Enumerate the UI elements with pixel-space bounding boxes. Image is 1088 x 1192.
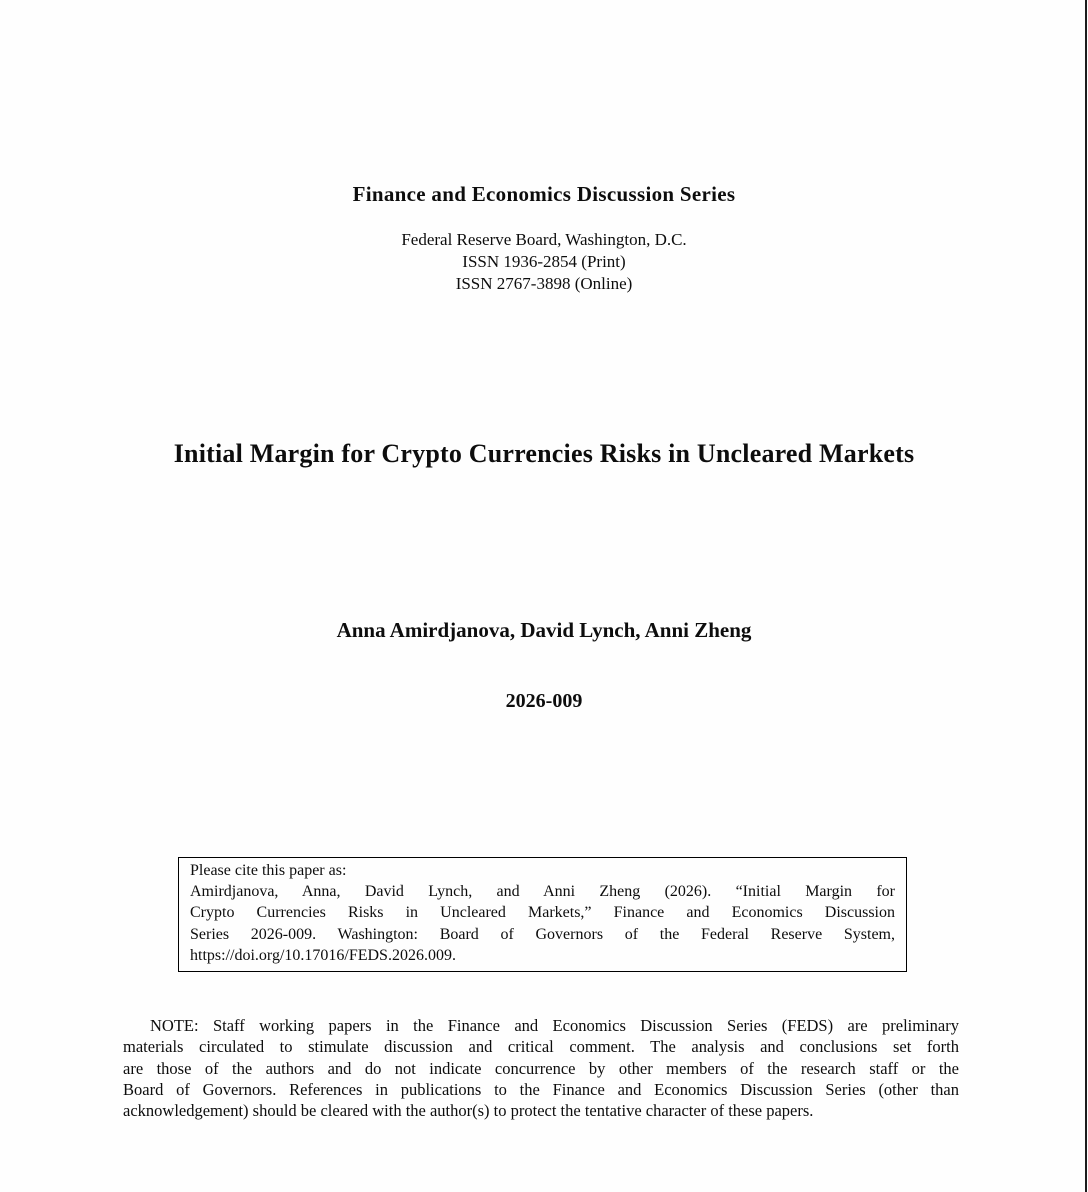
note-line: are those of the authors and do not indicate concurrence by other members of the research staff or the (123, 1058, 959, 1078)
note-line: acknowledgement) should be cleared with the author(s) to protect the tentative character of these papers. (123, 1101, 814, 1121)
series-title: Finance and Economics Discussion Series (352, 182, 736, 206)
citation-line: Crypto Currencies Risks in Uncleared Markets,” Finance and Economics Discussion (190, 904, 895, 922)
note-line: Board of Governors. References in publications to the Finance and Economics Discussion Series (other than (123, 1079, 959, 1099)
paper-title: Initial Margin for Crypto Currencies Risks in Uncleared Markets (173, 439, 915, 468)
paper-number: 2026-009 (505, 690, 583, 712)
note-line: NOTE: Staff working papers in the Finance and Economics Discussion Series (FEDS) are preliminary (150, 1016, 959, 1035)
citation-line: Amirdjanova, Anna, David Lynch, and Anni Zheng (2026). “Initial Margin for (190, 883, 895, 901)
note-paragraph (123, 1015, 959, 1121)
citation-line: Series 2026-009. Washington: Board of Governors of the Federal Reserve System, (190, 925, 895, 943)
citation-doi-line: https://doi.org/10.17016/FEDS.2026.009. (190, 946, 456, 964)
publisher-line: Federal Reserve Board, Washington, D.C. (401, 230, 687, 249)
citation-box (178, 857, 907, 972)
note-line: materials circulated to stimulate discussion and critical comment. The analysis and conclusions set forth (123, 1037, 959, 1057)
publisher-block (0, 229, 1088, 295)
authors-line: Anna Amirdjanova, David Lynch, Anni Zheng (336, 618, 752, 642)
page-edge-line (1085, 0, 1087, 1192)
citation-heading: Please cite this paper as: (190, 862, 347, 879)
issn-print-line: ISSN 1936-2854 (Print) (462, 252, 626, 271)
issn-online-line: ISSN 2767-3898 (Online) (455, 274, 633, 293)
